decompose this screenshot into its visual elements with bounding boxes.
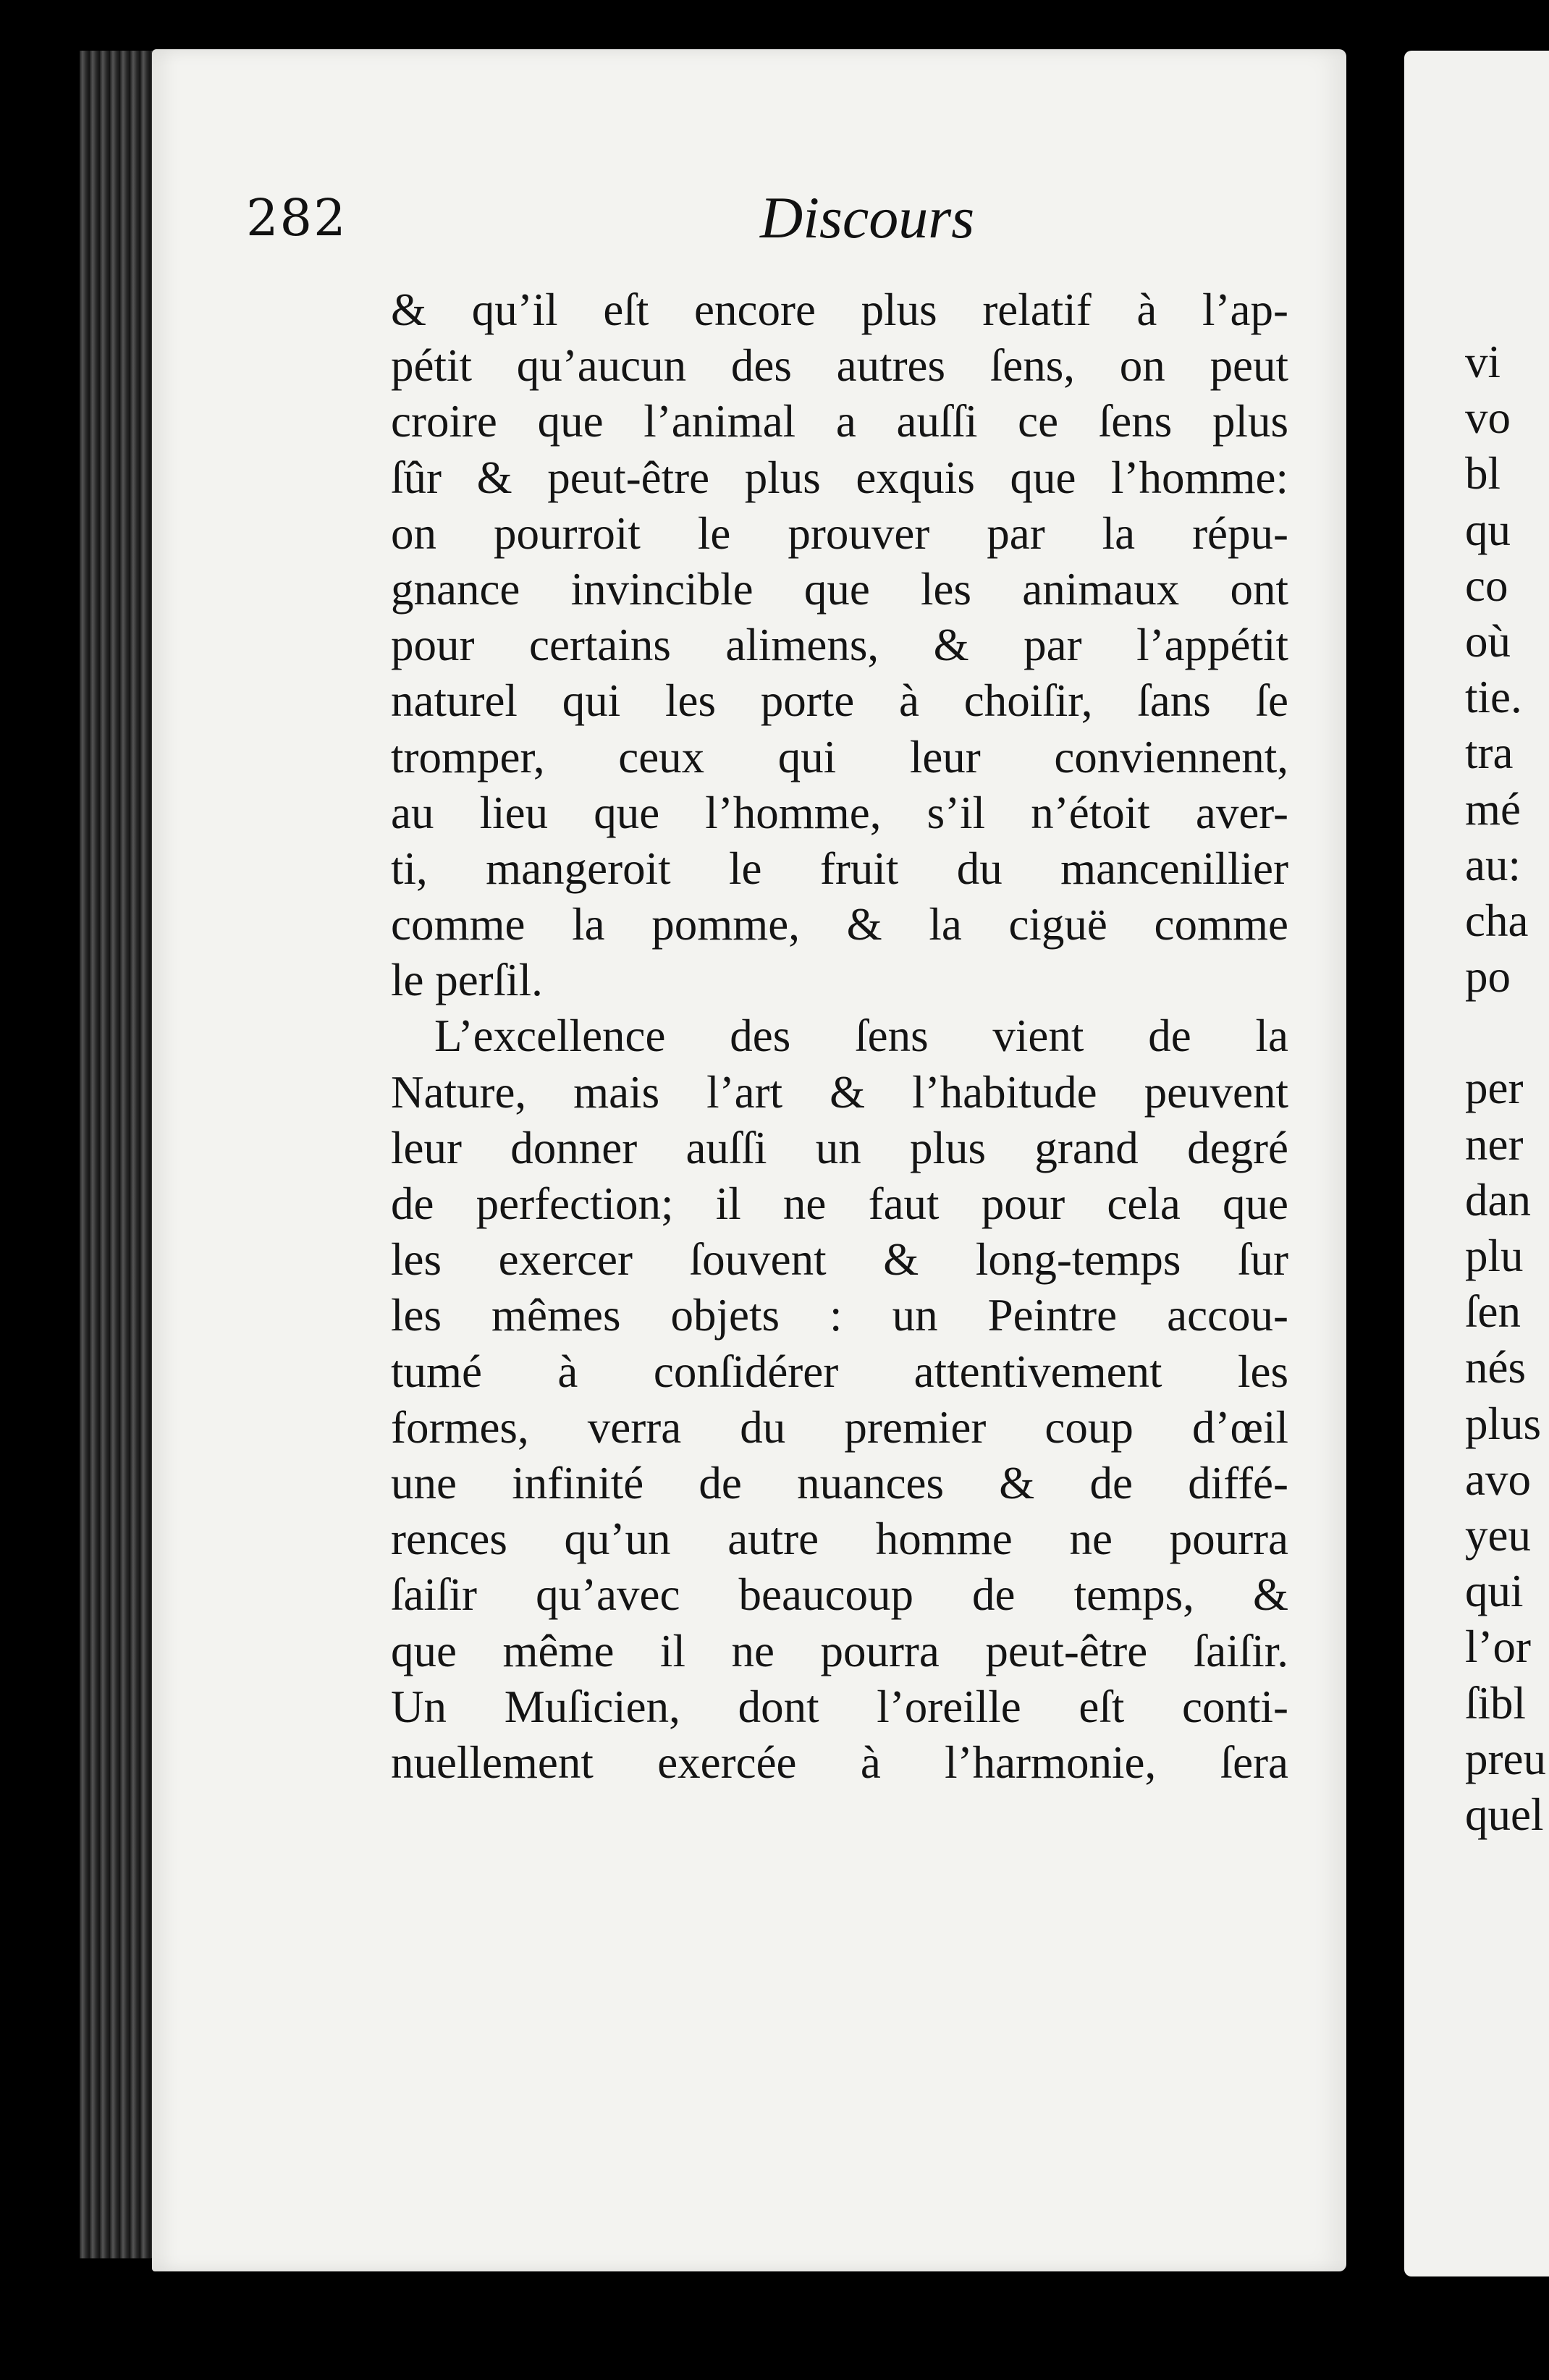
page-number: 282 [246, 188, 347, 248]
text-line: comme la pomme, & la ciguë comme [391, 899, 1288, 950]
facing-line: ſen [1465, 1286, 1521, 1338]
text-line: pétit qu’aucun des autres ſens, on peut [391, 340, 1288, 392]
facing-line: tie. [1465, 672, 1522, 723]
facing-page [1404, 51, 1549, 2276]
facing-line: co [1465, 560, 1508, 611]
text-line: gnance invincible que les animaux ont [391, 563, 1288, 615]
text-line: leur donner auſſi un plus grand degré [391, 1122, 1288, 1173]
facing-line: ſibl [1465, 1677, 1527, 1729]
facing-line: per [1465, 1063, 1524, 1114]
text-line: les mêmes objets : un Peintre accou- [391, 1290, 1288, 1341]
facing-line: yeu [1465, 1509, 1531, 1561]
facing-line: preu [1465, 1733, 1546, 1784]
text-line: L’excellence des ſens vient de la [434, 1010, 1288, 1062]
text-line: au lieu que l’homme, s’il n’étoit aver- [391, 787, 1288, 838]
text-line: tromper, ceux qui leur conviennent, [391, 731, 1288, 782]
text-line: ſûr & peut-être plus exquis que l’homme: [391, 452, 1288, 503]
text-line: ſaiſir qu’avec beaucoup de temps, & [391, 1569, 1288, 1621]
text-line: naturel qui les porte à choiſir, ſans ſe [391, 675, 1288, 727]
text-line: de perfection; il ne faut pour cela que [391, 1178, 1288, 1229]
running-head [246, 185, 975, 275]
text-line: rences qu’un autre homme ne pourra [391, 1514, 1288, 1565]
facing-page-text [1465, 334, 1546, 1843]
facing-line: vo [1465, 392, 1511, 444]
facing-line: avo [1465, 1453, 1531, 1505]
text-line: tumé à conſidérer attentivement les [391, 1346, 1288, 1397]
text-line: une infinité de nuances & de diffé- [391, 1457, 1288, 1508]
text-line: Nature, mais l’art & l’habitude peuvent [391, 1066, 1288, 1118]
facing-line: nés [1465, 1342, 1526, 1393]
text-line: le perſil. [391, 955, 543, 1006]
running-title: Discours [760, 185, 975, 250]
facing-line: plus [1465, 1398, 1542, 1449]
page-edge-stack [80, 51, 159, 2258]
text-line: croire que l’animal a auſſi ce ſens plus [391, 396, 1288, 447]
text-line: Un Muſicien, dont l’oreille eſt conti- [391, 1681, 1288, 1732]
text-line: & qu’il eſt encore plus relatif à l’ap- [391, 284, 1288, 335]
facing-line: cha [1465, 895, 1529, 946]
facing-line: mé [1465, 783, 1521, 835]
facing-line: ner [1465, 1118, 1524, 1170]
body-text [391, 282, 1288, 1791]
facing-line: qui [1465, 1566, 1524, 1617]
facing-line: où [1465, 615, 1511, 667]
facing-line: tra [1465, 727, 1514, 779]
text-line: les exercer ſouvent & long-temps ſur [391, 1234, 1288, 1286]
text-line: ti, mangeroit le fruit du mancenillier [391, 843, 1288, 894]
facing-line: po [1465, 951, 1511, 1003]
facing-line: au: [1465, 839, 1521, 890]
text-line: formes, verra du premier coup d’œil [391, 1401, 1288, 1453]
facing-line: quel [1465, 1789, 1544, 1840]
text-line: nuellement exercée à l’harmonie, ſera [391, 1737, 1288, 1788]
facing-line: l’or [1465, 1621, 1531, 1673]
text-line: on pourroit le prouver par la répu- [391, 507, 1288, 559]
facing-line: vi [1465, 337, 1501, 387]
facing-line: qu [1465, 504, 1511, 555]
text-line: que même il ne pourra peut-être ſaiſir. [391, 1625, 1288, 1676]
facing-line: plu [1465, 1231, 1524, 1281]
text-line: pour certains alimens, & par l’appétit [391, 620, 1288, 671]
facing-line: bl [1465, 448, 1501, 499]
facing-line: dan [1465, 1174, 1531, 1225]
